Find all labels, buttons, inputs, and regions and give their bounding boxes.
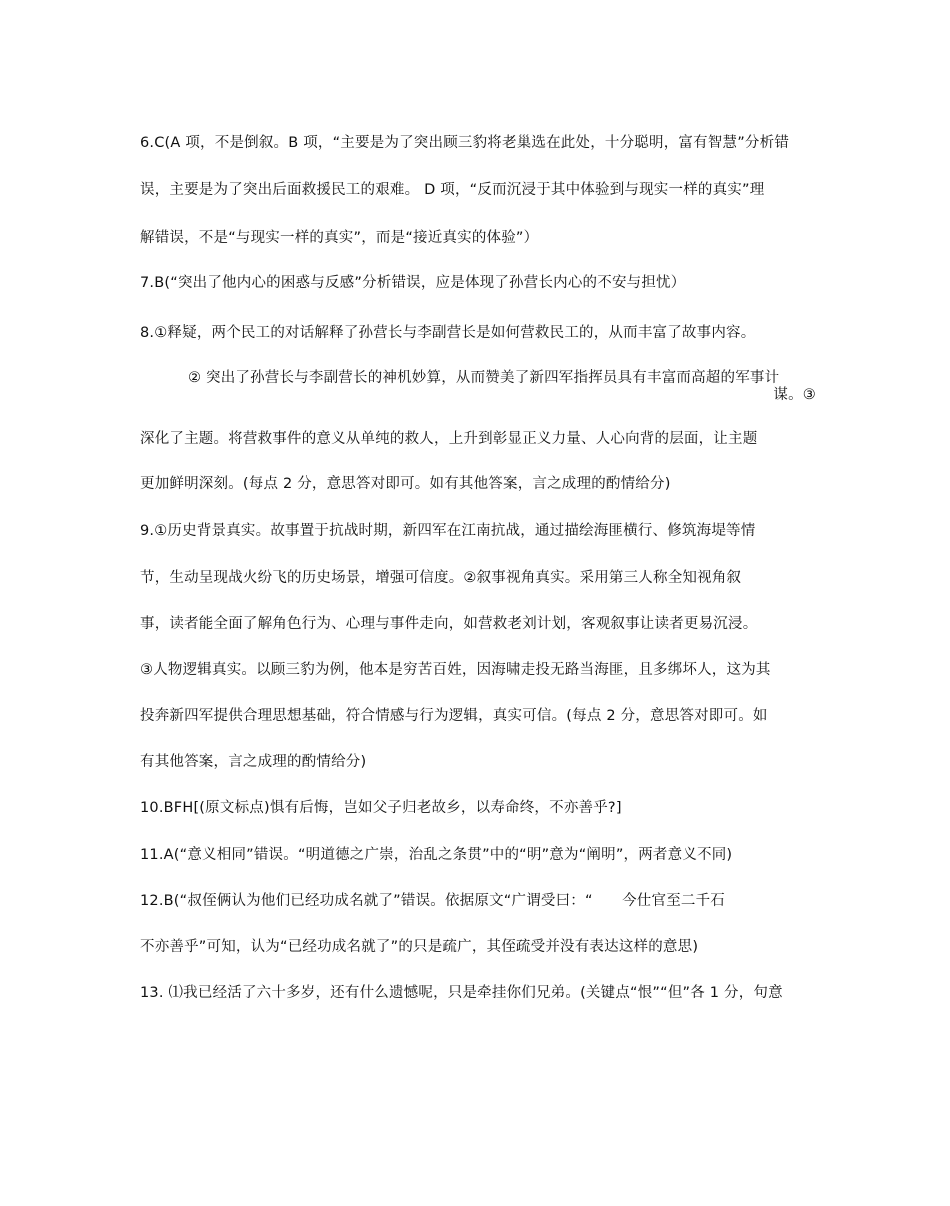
answer-9-line-6: 有其他答案，言之成理的酌情给分): [140, 754, 367, 770]
answer-11-line-1: 11.A(“意义相同”错误。“明道德之广崇，治乱之条贯”中的“明”意为“阐明”，两者意义不同): [140, 847, 733, 863]
answer-6-line-1: 6.C(A 项，不是倒叙。B 项，“主要是为了突出顾三豹将老巢选在此处，十分聪明，富有智慧”分析错: [140, 135, 790, 151]
answer-8-line-5: 更加鲜明深刻。(每点 2 分，意思答对即可。如有其他答案，言之成理的酌情给分): [140, 476, 671, 492]
answer-12-line-2: 不亦善乎”可知，认为“已经功成名就了”的只是疏广，其侄疏受并没有表达这样的意思): [140, 939, 699, 955]
answer-8-line-4: 深化了主题。将营救事件的意义从单纯的救人，上升到彰显正义力量、人心向背的层面，让主题: [140, 431, 758, 447]
answer-8-line-1: 8.①释疑，两个民工的对话解释了孙营长与李副营长是如何营救民工的，从而丰富了故事内容。: [140, 325, 756, 341]
answer-9-line-5: 投奔新四军提供合理思想基础，符合情感与行为逻辑，真实可信。(每点 2 分，意思答对即可。如: [140, 708, 768, 724]
answer-9-line-2: 节，生动呈现战火纷飞的历史场景，增强可信度。②叙事视角真实。采用第三人称全知视角叙: [140, 570, 742, 586]
answer-13-line-1: 13. ⑴我已经活了六十多岁，还有什么遗憾呢，只是牵挂你们兄弟。(关键点“恨”“但”各 1 分，句意: [140, 985, 783, 1001]
answer-6-line-3: 解错误，不是“与现实一样的真实”，而是“接近真实的体验”）: [140, 230, 539, 246]
answer-8-line-3: 谋。③: [773, 387, 816, 403]
answer-9-line-3: 事，读者能全面了解角色行为、心理与事件走向，如营救老刘计划，客观叙事让读者更易沉浸。: [140, 616, 758, 632]
answer-6-line-2: 误，主要是为了突出后面救援民工的艰难。 D 项，“反而沉浸于其中体验到与现实一样的真实”理: [140, 182, 765, 198]
answer-8-line-2: ② 突出了孙营长与李副营长的神机妙算，从而赞美了新四军指挥员具有丰富而高超的军事计: [188, 370, 780, 386]
answer-10-line-1: 10.BFH[(原文标点)惧有后悔，岂如父子归老故乡，以寿命终，不亦善乎?]: [140, 800, 622, 816]
answer-9-line-4: ③人物逻辑真实。以顾三豹为例，他本是穷苦百姓，因海啸走投无路当海匪，且多绑坏人，这为其: [140, 662, 771, 678]
answer-9-line-1: 9.①历史背景真实。故事置于抗战时期，新四军在江南抗战，通过描绘海匪横行、修筑海堤等情: [140, 523, 756, 539]
answer-12-line-1: 12.B(“叔侄俩认为他们已经功成名就了”错误。依据原文“广谓受曰：“ 今仕官至二千石: [140, 893, 726, 909]
answer-7-line-1: 7.B(“突出了他内心的困惑与反感”分析错误，应是体现了孙营长内心的不安与担忧）: [140, 275, 686, 291]
